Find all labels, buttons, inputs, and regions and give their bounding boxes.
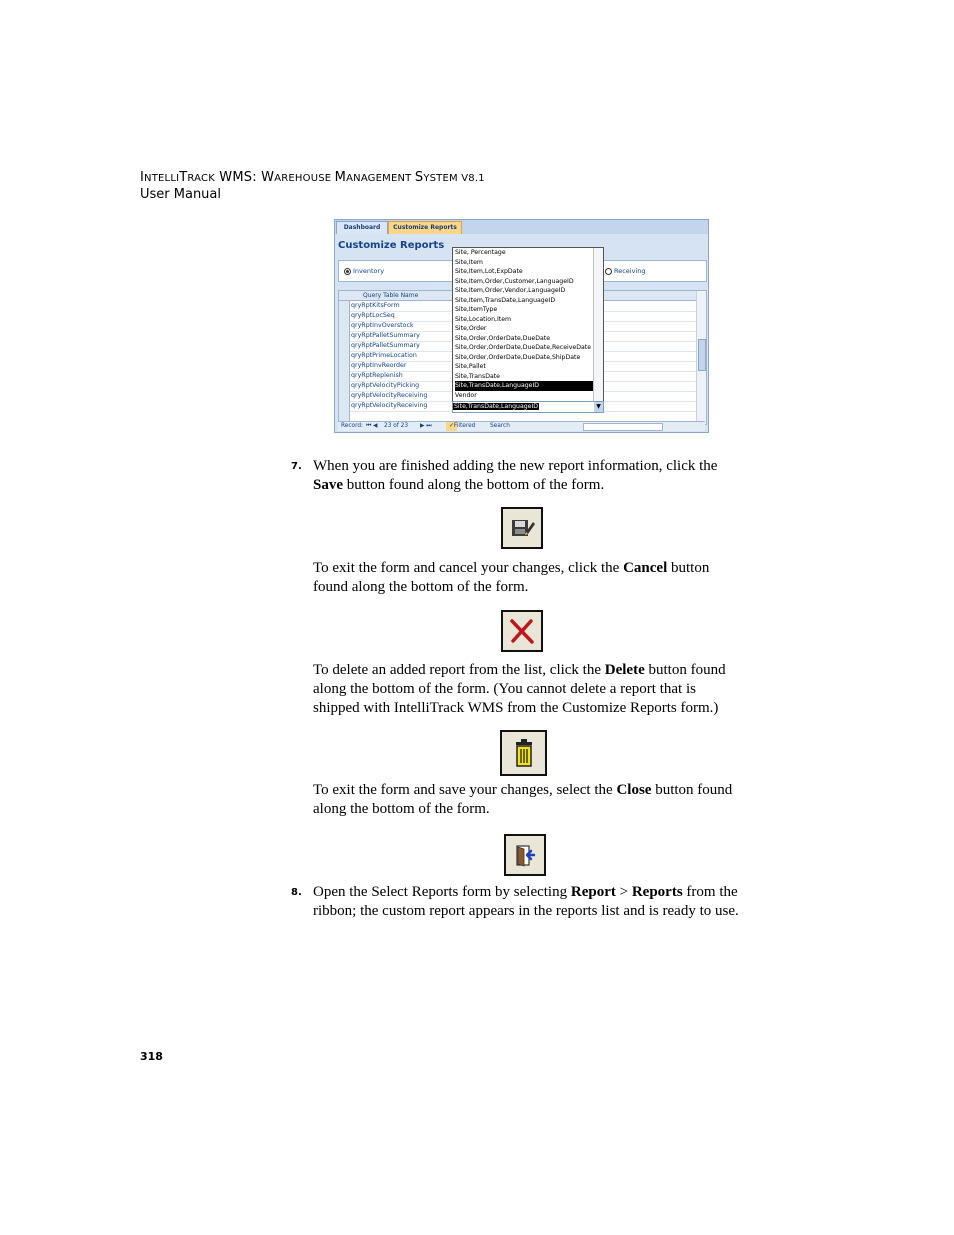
text: ribbon; the custom report appears in the reports list and is ready to use. <box>313 903 739 919</box>
cell: qryRptVelocityReceiving <box>351 392 428 399</box>
dropdown-item[interactable]: Site,Item,Order,Customer,LanguageID <box>455 277 574 285</box>
nav-record-count[interactable]: 23 of 23 <box>384 423 409 429</box>
cancel-paragraph <box>313 559 763 597</box>
header-text: W <box>261 170 275 185</box>
combo-value: Site,TransDate,LanguageID <box>454 403 539 410</box>
text: > <box>615 884 632 900</box>
cell: qryRptLocSeq <box>351 312 395 319</box>
header-text: RACK <box>187 173 215 184</box>
cell: qryRptKitsForm <box>351 302 400 309</box>
filter-badge[interactable]: ✓ Filtered <box>446 422 457 431</box>
dropdown-item[interactable]: Site,Item,TransDate,LanguageID <box>455 296 556 304</box>
text: along the bottom of the form. <box>313 801 490 817</box>
cell: qryRptPalletSummary <box>351 332 420 339</box>
cell: qryRptReplenish <box>351 372 403 379</box>
dropdown-item[interactable]: Site,Item,Lot,ExpDate <box>455 268 523 275</box>
close-button-illustration <box>504 834 546 876</box>
page-number: 318 <box>140 1050 163 1063</box>
cell: qryRptVelocityReceiving <box>351 402 428 409</box>
text: To exit the form and cancel your changes, click the <box>313 560 624 576</box>
header-text: YSTEM <box>423 173 458 184</box>
cancel-button-illustration <box>501 610 543 652</box>
option-label: Receiving <box>614 267 646 275</box>
header-text: ANAGEMENT <box>346 173 415 184</box>
header-text: V8.1 <box>457 173 485 184</box>
dropdown-list <box>452 247 604 406</box>
dropdown-item[interactable]: Site,TransDate <box>455 372 500 380</box>
text: When you are finished adding the new report information, click the <box>313 458 718 474</box>
delete-icon <box>506 736 542 772</box>
record-navigator <box>338 421 705 431</box>
dropdown-item[interactable]: Site,Order,OrderDate,DueDate <box>455 334 551 342</box>
customize-reports-screenshot <box>334 219 709 433</box>
text: found along the bottom of the form. <box>313 579 529 595</box>
text: Open the Select Reports form by selecting <box>313 884 571 900</box>
step8-paragraph <box>313 883 763 921</box>
save-icon <box>507 513 537 543</box>
form-title: Customize Reports <box>338 240 445 251</box>
cell: qryRptInvReorder <box>351 362 407 369</box>
tab-dashboard[interactable]: Dashboard <box>336 221 388 234</box>
dropdown-item[interactable]: Site,Order <box>455 325 487 332</box>
report-combo-box[interactable] <box>452 401 604 413</box>
chevron-down-icon[interactable]: ▼ <box>594 402 603 412</box>
dropdown-item[interactable]: Site,Pallet <box>455 363 486 370</box>
radio-icon <box>605 268 612 275</box>
header-text: I <box>140 170 145 185</box>
dropdown-item[interactable]: Site,Order,OrderDate,DueDate,ShipDate <box>455 353 581 361</box>
running-header <box>140 170 485 185</box>
bold-text: Report <box>570 884 616 900</box>
text: from the <box>682 884 738 900</box>
text: shipped with IntelliTrack WMS from the Customize Reports form.) <box>313 700 719 716</box>
dropdown-item-highlighted[interactable]: Site,TransDate,LanguageID <box>455 381 593 391</box>
dropdown-item[interactable]: Site, Percentage <box>455 249 506 256</box>
dropdown-scrollbar[interactable] <box>593 248 603 405</box>
save-button-illustration <box>501 507 543 549</box>
cell: qryRptInvOverstock <box>351 322 414 329</box>
text: along the bottom of the form. (You cannot delete a report that is <box>313 681 696 697</box>
bold-text: Save <box>313 477 343 493</box>
nav-record-label: Record: <box>341 423 363 429</box>
dropdown-item[interactable]: Site,ItemType <box>455 306 498 313</box>
text: button found along the bottom of the form. <box>343 477 605 493</box>
nav-next-icon[interactable]: ▶ ⏭ <box>420 423 432 429</box>
text: To exit the form and save your changes, select the <box>313 782 617 798</box>
cell: qryRptVelocityPicking <box>351 382 420 389</box>
grid-column-header[interactable]: Query Table Name <box>363 292 419 299</box>
header-text: WMS: <box>214 170 262 185</box>
option-inventory[interactable] <box>344 267 384 275</box>
cell: qryRptPalletSummary <box>351 342 420 349</box>
grid-scrollbar[interactable] <box>696 291 706 424</box>
text: button found <box>651 782 733 798</box>
step-number: 7. <box>291 461 302 472</box>
dropdown-item[interactable]: Vendor <box>455 391 477 399</box>
radio-selected-icon <box>344 268 351 275</box>
delete-paragraph <box>313 661 763 718</box>
dropdown-item[interactable]: Site,Item <box>455 258 483 266</box>
horizontal-scrollbar[interactable] <box>583 423 663 431</box>
header-text: NTELLI <box>144 173 180 184</box>
bold-text: Close <box>616 782 652 798</box>
text: To delete an added report from the list, click the <box>313 662 605 678</box>
step-number: 8. <box>291 887 302 898</box>
delete-button-illustration <box>500 730 547 776</box>
header-text: M <box>334 170 347 185</box>
bold-text: Reports <box>631 884 683 900</box>
header-subtitle: User Manual <box>140 187 222 202</box>
cancel-icon <box>507 616 537 646</box>
dropdown-item[interactable]: Site,Location,Item <box>455 315 512 323</box>
option-receiving[interactable] <box>605 267 646 275</box>
filter-label: Filtered <box>453 423 476 429</box>
bold-text: Cancel <box>623 560 668 576</box>
cell: qryRptPrimeLocation <box>351 352 417 359</box>
search-field[interactable]: Search <box>490 423 510 429</box>
header-text: T <box>179 170 188 185</box>
step7-paragraph <box>313 457 763 495</box>
option-label: Inventory <box>353 267 385 275</box>
header-text: S <box>414 170 424 185</box>
header-text: AREHOUSE <box>274 173 335 184</box>
dropdown-item[interactable]: Site,Item,Order,Vendor,LanguageID <box>455 287 566 294</box>
close-icon <box>510 840 540 870</box>
text: button <box>667 560 710 576</box>
close-paragraph <box>313 781 763 819</box>
bold-text: Delete <box>604 662 645 678</box>
nav-first-icon[interactable]: ⏮ ◀ <box>366 423 378 429</box>
dropdown-item[interactable]: Site,Order,OrderDate,DueDate,ReceiveDate <box>455 344 591 351</box>
tab-customize-reports[interactable]: Customize Reports <box>388 221 462 234</box>
text: button found <box>644 662 726 678</box>
tab-bar <box>335 220 708 234</box>
